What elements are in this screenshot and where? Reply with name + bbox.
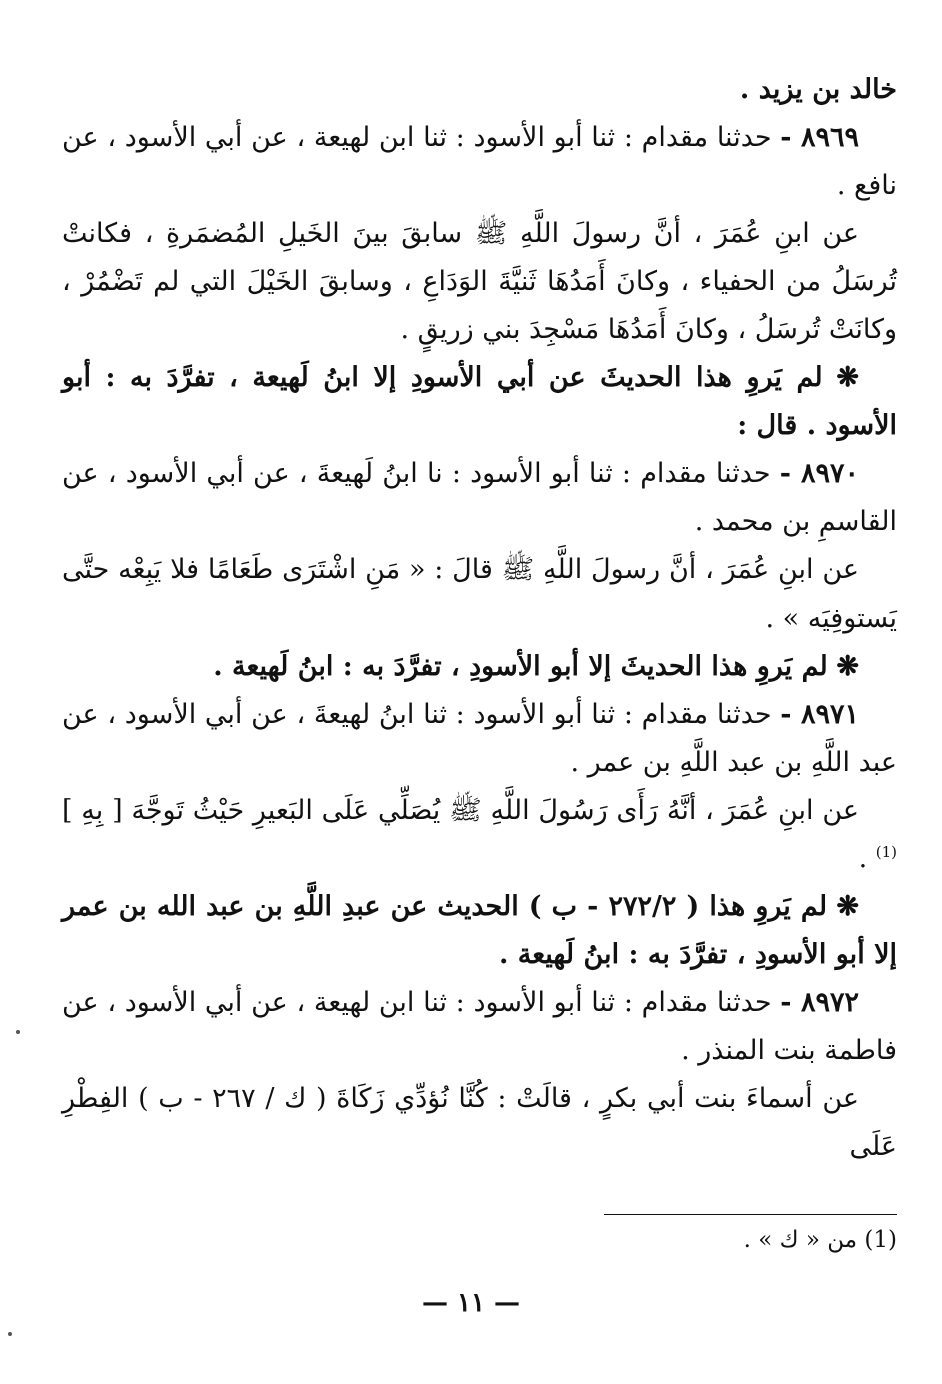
- hadith-8971: [62, 691, 897, 787]
- text-line: حدثنا مقدام : ثنا أبو الأسود : ثنا ابن لهيعة ، عن أبي الأسود ، عن نافع .: [62, 122, 897, 202]
- text-line: حدثنا مقدام : ثنا أبو الأسود : نا ابنُ لَهيعةَ ، عن أبي الأسود ، عن القاسمِ بن محمد .: [62, 458, 897, 538]
- hadith-text: [62, 1075, 897, 1171]
- footnote-divider: [604, 1214, 897, 1215]
- hadith-text: [62, 210, 897, 354]
- remark: [62, 883, 897, 979]
- text-line: لم يَروِ هذا الحديثَ عن أبي الأسودِ إلا ابنُ لَهيعة ، تفرَّدَ به : أبو الأسود . قال :: [62, 362, 897, 442]
- remark: [62, 643, 897, 691]
- page-number: — ١١ —: [421, 1288, 521, 1318]
- text-line: عن ابنِ عُمَرَ ، أنَّهُ رَأَى رَسُولَ اللَّهِ ﷺ يُصَلِّي عَلَى البَعيرِ حَيْثُ تَوجَّهَ [ بِهِ ]: [62, 794, 859, 826]
- remark: [62, 354, 897, 450]
- footnote-reference: (1): [875, 842, 897, 861]
- hadith-text: [62, 787, 897, 883]
- text-line: .: [858, 842, 876, 874]
- hadith-number: ٨٩٧٠ -: [779, 458, 859, 490]
- remark-marker: ❋: [836, 890, 859, 922]
- text-line: لم يَروِ هذا الحديثَ إلا أبو الأسودِ ، تفرَّدَ به : ابنُ لَهيعة .: [213, 650, 828, 682]
- hadith-number: ٨٩٦٩ -: [780, 122, 860, 154]
- text-line: حدثنا مقدام : ثنا أبو الأسود : ثنا ابنُ لهيعةَ ، عن أبي الأسود ، عن عبد اللَّهِ بن عبد اللَّهِ بن عمر .: [62, 698, 897, 778]
- footnote: (1) من « ك » .: [743, 1227, 897, 1253]
- hadith-8972: [62, 979, 897, 1075]
- text-line: [62, 66, 897, 114]
- hadith-8969: [62, 114, 897, 210]
- page-text: [62, 66, 897, 1171]
- text-line: خالد بن يزيد .: [739, 74, 897, 105]
- remark-marker: ❋: [836, 650, 859, 682]
- hadith-number: ٨٩٧٢ -: [780, 986, 860, 1018]
- text-line: حدثنا مقدام : ثنا أبو الأسود : ثنا ابن لهيعة ، عن أبي الأسود ، عن فاطمة بنت المنذر .: [62, 986, 897, 1066]
- text-line: عن ابنِ عُمَرَ ، أنَّ رسولَ اللَّهِ ﷺ قالَ : « مَنِ اشْتَرَى طَعَامًا فلا يَبِعْه حتَّى يَستوفِيَه » .: [62, 554, 897, 634]
- hadith-number: ٨٩٧١ -: [780, 698, 860, 730]
- remark-marker: ❋: [836, 362, 859, 394]
- hadith-text: [62, 546, 897, 642]
- scan-speck: [8, 1332, 12, 1336]
- hadith-8970: [62, 450, 897, 546]
- scan-speck: [16, 1030, 20, 1034]
- text-line: لم يَروِ هذا ( ٢٧٢/٢ - ب ) الحديث عن عبدِ اللَّهِ بن عبد الله بن عمر إلا أبو الأسودِ ، تفرَّدَ به : ابنُ لَهيعة .: [62, 890, 897, 970]
- text-line: عن ابنِ عُمَرَ ، أنَّ رسولَ اللَّهِ ﷺ سابقَ بينَ الخَيلِ المُضمَرةِ ، فكانتْ تُرسَلُ من الحفياء ، وكانَ أَمَدُهَا ثَنيَّةَ الوَدَاعِ ، وسابقَ الخَيْلَ التي لم تَضْمُرْ ، وكانَتْ تُرسَلُ ، وكانَ أَمَدُهَا مَسْجِدَ بني زريقٍ .: [62, 218, 897, 346]
- text-line: عن أسماءَ بنت أبي بكرٍ ، قالَتْ : كُنَّا نُؤدِّي زَكَاةَ ( ك / ٢٦٧ - ب ) الفِطْرِ عَلَى: [62, 1082, 897, 1163]
